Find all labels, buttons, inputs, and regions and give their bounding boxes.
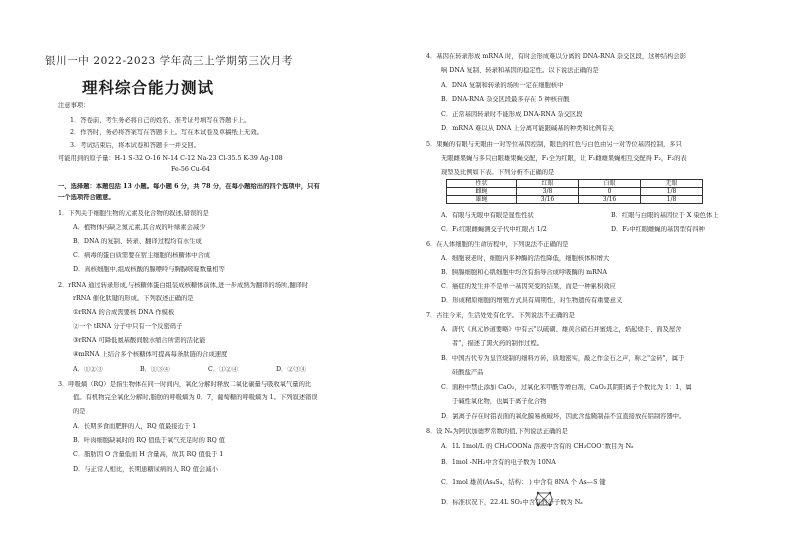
q7-option: A．唐代《真元妙道要略》中有云"以硫磺、雄黄合硝石并蜜烧之，焰起烧手、面及屋舍 [441, 326, 682, 333]
q5-stem-cont: 无眼雌果蝇与多只白眼雄果蝇交配，F₁全为红眼，让 F₁雌雄果蝇相互交配得 F₂，F₂的表 [441, 155, 687, 162]
q4-option: D．mRNA 难以从 DNA 上分离可能跟碱基的种类和比例有关 [441, 125, 614, 132]
q5-option-c: C．F₁红眼雌蝇测交子代中红眼占 1/2 [441, 226, 547, 233]
q4-stem-cont: 响 DNA 复制、转录和基因的稳定性。以下说法正确的是 [441, 67, 599, 74]
q8-option: D．标准状况下，22.4L SO₃中含有的分子数为 Nₐ [441, 499, 583, 506]
q4-stem: 4．基因在转录形成 mRNA 时，有时会形成难以分离的 DNA-RNA 杂交区段，这种结构会影 [426, 53, 687, 60]
table-cell: 3/8 [517, 188, 579, 196]
table-header-cell: 无眼 [641, 180, 703, 188]
table-cell: 1/8 [641, 196, 703, 204]
q2-item: ③rRNA 可降低氨基酸间脱水缩合所需的活化能 [73, 337, 206, 344]
q6-option: A．细胞衰老时，细胞内多种酶的活性降低，细胞核体积增大 [441, 255, 610, 262]
q4-option: B．DNA-RNA 杂交区段最多存在 5 种核苷酸 [441, 96, 570, 103]
q1-option: B．DNA 的复制、转录、翻译过程均有水生成 [73, 238, 202, 245]
q2-stem-cont: rRNA 催化肽键的形成。下列叙述正确的是 [73, 295, 194, 302]
q8-option: B．1mol -NH₂中含有的电子数为 10NA [441, 459, 556, 466]
q5-stem: 5．果蝇的有眼与无眼由一对等位基因控制，眼色的红色与白色由另一对等位基因控制，多只 [426, 141, 682, 148]
q7-option-cont: 者"，描述了黑火药的制作过程。 [452, 340, 544, 347]
q2-option-d: D．②③④ [276, 366, 307, 373]
q6-option: D．形成精原细胞的增殖方式具有周期性，对生物遗传有重要意义 [441, 297, 623, 304]
q1-stem: 1．下列关于细胞生物的元素及化合物的叙述,错误的是 [58, 210, 209, 217]
table-header-row [447, 180, 703, 188]
table-row [447, 188, 703, 196]
q2-item: ①rRNA 的合成需要核 DNA 作模板 [73, 309, 175, 316]
notes-item: 1．答卷前，考生务必将自己的姓名、准考证号填写在答题卡上。 [70, 117, 251, 124]
q6-option: C．癌症的发生并不是单一基因突变的结果，而是一种累积效应 [441, 283, 616, 290]
q1-option: D．真核细胞中,组成核酸的腺嘌呤与胸腺嘧啶数量相等 [73, 266, 225, 273]
q2-item: ②一个 tRNA 分子中只有一个反密码子 [73, 323, 183, 330]
q7-option: D．氯离子存在时铝表面的氧化膜易被破坏，因此含盐腌制品不宜直接放在铝制容器中。 [441, 413, 686, 420]
q5-table [446, 179, 703, 204]
notes-heading: 注意事项： [58, 102, 90, 109]
q3-option: C．脂肪因 O 含量低而 H 含量高，故其 RQ 值低于 1 [73, 451, 224, 458]
section-heading: 一、选择题：本题包括 13 小题。每小题 6 分，共 78 分，在每小题给出的四个选项中，只有 [58, 183, 320, 190]
table-cell: 0 [579, 188, 641, 196]
q7-option-cont: 硅酸盐产品 [452, 369, 484, 376]
q5-stem-cont: 现型及比例如下表。下列分析不正确的是 [441, 169, 555, 176]
q5-option-a: A．有眼与无眼中有眼是显性性状 [441, 212, 534, 219]
atomic-weights: 可能用到的原子量：H-1 S-32 O-16 N-14 C-12 Na-23 Cl-35.5 K-39 Ag-108 [58, 155, 283, 162]
atomic-weights-cont: Fe-56 Cu-64 [171, 166, 210, 173]
q7-option: C．面粉中禁止添加 CaO₂，过氧化苯甲酰等增白剂，CaO₂其阴阳离子个数比为 1：1，属 [441, 384, 692, 391]
table-cell: 1/8 [641, 188, 703, 196]
q2-option-a: A．①②③ [73, 366, 103, 373]
q8-option: A．1L 1mol/L 的 CH₃COONa 溶液中含有的 CH₃COO⁻数目为 Nₐ [441, 443, 634, 450]
q1-option: A．植物体内缺乏氮元素,其合成的叶绿素会减少 [73, 224, 206, 231]
q6-stem: 6．在人体细胞的生命历程中，下列说法不正确的是 [426, 241, 569, 248]
q2-item: ④mRNA 上结合多个核糖体可提高每条肽链的合成速度 [73, 351, 228, 358]
q3-stem: 3．呼吸熵（RQ）是指生物体在同一时间内，氧化分解时释放二氧化碳量与吸收氧气量的比 [58, 381, 312, 388]
table-cell: 雄蝇 [447, 196, 517, 204]
section-heading-cont: 一个选项符合题意。 [58, 194, 115, 201]
q1-option: C．病毒的蛋白质需要在宿主细胞的核糖体中合成 [73, 252, 211, 259]
q3-option: D．与正常人相比，长期患糖尿病的人 RQ 值会减小 [73, 466, 218, 473]
q2-stem: 2．rRNA 通过转录形成,与核糖体蛋白组装成核糖体前体,进一步成熟为翻译的场所,翻译时 [58, 282, 309, 289]
q2-option-b: B．①③④ [140, 366, 170, 373]
table-row [447, 196, 703, 204]
q7-option-cont: 于碱性氧化物，也属于离子化合物 [452, 398, 547, 405]
table-header-cell: 性状 [447, 180, 517, 188]
table-header-cell: 白眼 [579, 180, 641, 188]
notes-item: 3．考试结束后，将本试卷和答题卡一并交回。 [70, 142, 200, 149]
q5-option-b: B．红眼与白眼的基因位于 X 染色体上 [611, 212, 719, 219]
q3-option: A．长期多食而肥胖的人，RQ 值最接近于 1 [73, 423, 197, 430]
table-cell: 雌蝇 [447, 188, 517, 196]
table-cell: 3/16 [517, 196, 579, 204]
q7-stem: 7．古往今来，生活处处有化学。下列说法不正确的是 [426, 312, 575, 319]
q3-stem-cont: 的是 [73, 408, 86, 415]
q3-option: B．叶肉细胞缺氧时的 RQ 值低于氧气充足时的 RQ 值 [73, 437, 226, 444]
q6-option: B．胰腺细胞和心肌细胞中均含有指导合成呼吸酶的 mRNA [441, 269, 607, 276]
q5-option-d: D．F₂中红眼雌蝇的基因型有四种 [611, 226, 705, 233]
q8-stem: 8．设 Nₐ为阿伏加德罗常数的值,下列说法正确的是 [426, 428, 568, 435]
q7-option: B．中国古代专为皇宫烧制的细料方砖，质地密实，敲之作金石之声，称之"金砖"，属于 [441, 355, 685, 362]
school-header: 银川一中 2022-2023 学年高三上学期第三次月考 [45, 55, 293, 67]
q2-option-c: C．①②④ [208, 366, 239, 373]
q3-stem-cont: 值。有机物完全氧化分解时,脂肪的呼吸熵为 0．7，葡萄糖的呼吸熵为 1。下列叙述错误 [73, 394, 318, 401]
notes-item: 2．作答时，务必将答案写在答题卡上。写在本试卷及草稿纸上无效。 [70, 129, 263, 136]
exam-title: 理科综合能力测试 [82, 79, 215, 97]
q8-option: C．1mol 雄黄(As₄S₄，结构： ) 中含有 8NA 个 As—S 键 [441, 479, 606, 486]
table-cell: 3/16 [579, 196, 641, 204]
table-header-cell: 红眼 [517, 180, 579, 188]
q4-option: C．正常基因转录时不能形成 DNA-RNA 杂交区段 [441, 111, 583, 118]
q4-option: A．DNA 复制和转录的场所一定在细胞核中 [441, 82, 564, 89]
